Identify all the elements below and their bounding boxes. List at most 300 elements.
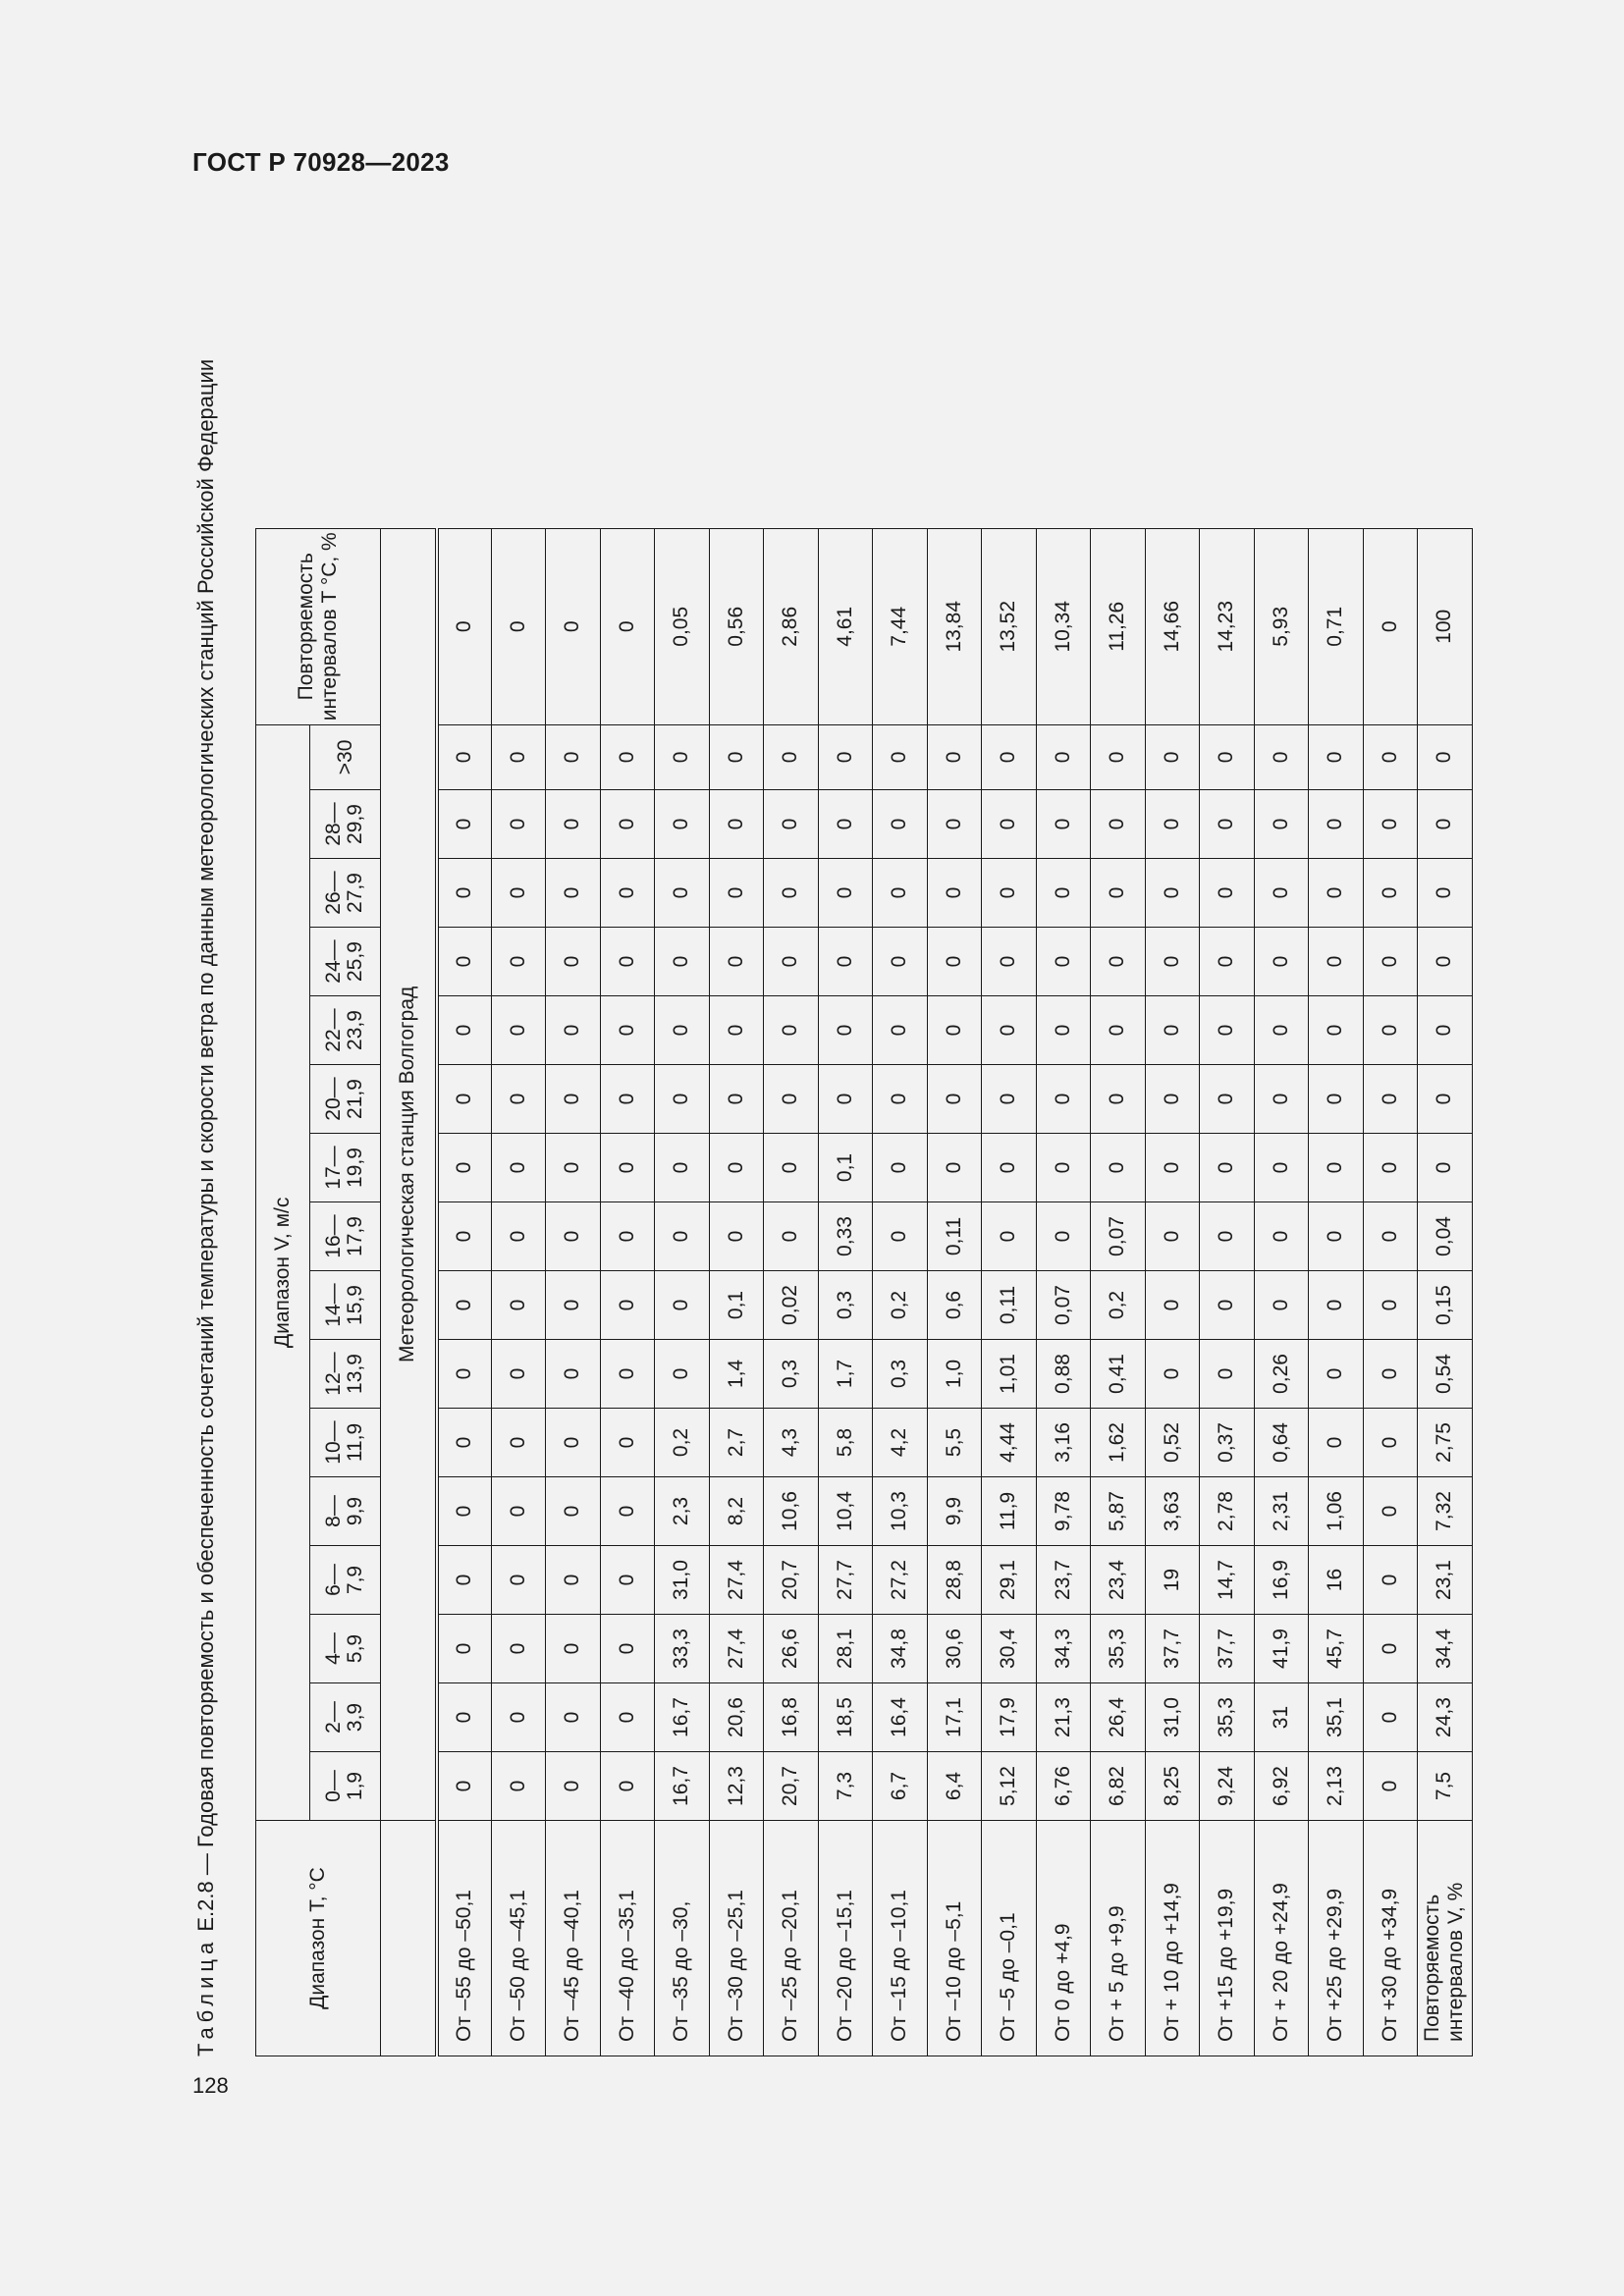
table-cell: 0 [982,859,1037,928]
table-cell: 8,2 [709,1477,764,1546]
table-cell: 0 [1036,790,1091,859]
table-cell: 16,9 [1254,1546,1309,1615]
table-cell: 17,1 [927,1683,982,1752]
table-cell: 0,26 [1254,1340,1309,1409]
table-cell: 0 [600,859,655,928]
table-cell: 0 [818,859,873,928]
table-cell: 0 [1036,928,1091,996]
table-cell: 0 [1091,859,1146,928]
row-total-cell: 0,71 [1309,528,1364,724]
table-cell: 0 [1145,1134,1200,1202]
table-cell: 5,12 [982,1752,1037,1821]
table-cell: 0 [709,724,764,789]
table-cell: 2,7 [709,1409,764,1477]
table-cell: 0 [1363,1202,1418,1271]
table-cell: 0 [1418,1134,1473,1202]
v-range-group-header: Диапазон V, м/с [256,724,310,1820]
table-cell: 26,4 [1091,1683,1146,1752]
table-cell: 0 [709,1202,764,1271]
table-cell: 0 [437,1134,492,1202]
table-cell: 0 [600,1065,655,1134]
table-cell: 37,7 [1145,1615,1200,1683]
table-row [546,528,601,2056]
v-range-label: 14— 15,9 [322,1283,366,1327]
row-total-cell: 14,66 [1145,528,1200,724]
table-cell: 0 [491,1477,546,1546]
table-cell: 0 [818,1065,873,1134]
table-cell: 0 [546,996,601,1065]
table-cell: 0 [1254,724,1309,789]
table-cell: 27,7 [818,1546,873,1615]
table-cell: 0 [1254,996,1309,1065]
station-header: Метеорологическая станция Волгоград [381,528,437,1820]
table-cell: 0 [655,1202,710,1271]
table-cell: 0 [1145,1271,1200,1340]
table-row [1309,528,1364,2056]
table-cell: 26,6 [764,1615,819,1683]
table-row [1200,528,1255,2056]
table-cell: 9,9 [927,1477,982,1546]
table-cell: 0 [437,1752,492,1821]
row-total-cell: 13,84 [927,528,982,724]
v-range-header [310,1409,381,1477]
table-row [491,528,546,2056]
table-cell: 2,31 [1254,1477,1309,1546]
table-cell: 9,24 [1200,1752,1255,1821]
table-cell: 0 [709,928,764,996]
row-label: От +15 до +19,9 [1200,1821,1255,2056]
table-cell: 2,75 [1418,1409,1473,1477]
table-cell: 7,3 [818,1752,873,1821]
table-cell: 0,3 [764,1340,819,1409]
table-cell: 0,52 [1145,1409,1200,1477]
table-cell: 12,3 [709,1752,764,1821]
table-cell: 0 [600,1683,655,1752]
table-cell: 0 [600,1546,655,1615]
table-cell: 0 [546,1752,601,1821]
table-cell: 0 [1254,1271,1309,1340]
row-label: От –55 до –50,1 [437,1821,492,2056]
table-cell: 0 [1309,859,1364,928]
table-cell: 1,01 [982,1340,1037,1409]
table-cell: 0 [1254,790,1309,859]
page-number: 128 [192,2073,229,2098]
v-range-header [310,1065,381,1134]
row-label: От –45 до –40,1 [546,1821,601,2056]
table-cell: 28,8 [927,1546,982,1615]
table-cell: 6,7 [873,1752,928,1821]
table-cell: 1,0 [927,1340,982,1409]
table-cell: 0 [1363,1477,1418,1546]
table-row [1036,528,1091,2056]
corner-header: Диапазон T, °C [256,1821,381,2056]
table-cell: 0 [1309,1202,1364,1271]
row-label: От –5 до –0,1 [982,1821,1037,2056]
table-cell: 0 [1200,928,1255,996]
table-cell: 0,2 [655,1409,710,1477]
table-row [873,528,928,2056]
table-cell: 0 [1363,1065,1418,1134]
table-cell: 0 [818,724,873,789]
row-label: От –20 до –15,1 [818,1821,873,2056]
table-cell: 0 [491,859,546,928]
row-label: От + 10 до +14,9 [1145,1821,1200,2056]
station-row [381,528,437,2056]
table-cell: 0 [655,928,710,996]
table-cell: 0 [546,859,601,928]
row-total-cell: 7,44 [873,528,928,724]
table-cell: 0 [818,790,873,859]
table-cell: 0 [437,1683,492,1752]
table-cell: 0 [1363,928,1418,996]
row-label: От –35 до –30, [655,1821,710,2056]
table-cell: 0 [1363,1409,1418,1477]
table-cell: 0 [927,1065,982,1134]
table-cell: 16,4 [873,1683,928,1752]
table-cell: 0 [982,1134,1037,1202]
table-cell: 0 [1418,996,1473,1065]
table-cell: 0,6 [927,1271,982,1340]
table-cell: 0 [655,724,710,789]
table-cell: 0 [764,1134,819,1202]
table-cell: 29,1 [982,1546,1037,1615]
table-cell: 0 [600,1477,655,1546]
table-cell: 0 [600,1615,655,1683]
table-cell: 0,41 [1091,1340,1146,1409]
row-total-cell: 0,56 [709,528,764,724]
table-cell: 0 [1363,1546,1418,1615]
table-cell: 0 [546,1065,601,1134]
table-cell: 0 [1091,1134,1146,1202]
v-range-label: 10— 11,9 [322,1420,366,1465]
table-cell: 0 [927,724,982,789]
table-cell: 0 [1091,996,1146,1065]
table-cell: 0 [600,1202,655,1271]
table-cell: 0 [1145,928,1200,996]
table-row [1254,528,1309,2056]
table-cell: 0 [437,996,492,1065]
row-label: От +25 до +29,9 [1309,1821,1364,2056]
table-cell: 0 [1418,724,1473,789]
table-cell: 0,15 [1418,1271,1473,1340]
table-cell: 0 [1091,790,1146,859]
table-cell: 0 [437,790,492,859]
table-cell: 0 [873,928,928,996]
table-cell: 0 [546,928,601,996]
row-total-cell: 5,93 [1254,528,1309,724]
table-cell: 0 [1309,1409,1364,1477]
table-cell: 0 [873,790,928,859]
table-cell: 0 [491,1202,546,1271]
table-cell: 1,4 [709,1340,764,1409]
table-cell: 0 [1418,928,1473,996]
table-cell: 27,4 [709,1615,764,1683]
v-range-header [310,996,381,1065]
table-cell: 0 [1145,1340,1200,1409]
table-cell: 0 [437,1546,492,1615]
table-cell: 0,02 [764,1271,819,1340]
table-cell: 0 [491,928,546,996]
table-cell: 0 [1309,1134,1364,1202]
table-cell: 23,1 [1418,1546,1473,1615]
table-cell: 0 [927,996,982,1065]
table-cell: 19 [1145,1546,1200,1615]
table-cell: 0 [491,724,546,789]
table-cell: 0 [764,1202,819,1271]
table-cell: 0 [927,790,982,859]
table-cell: 0 [1363,1752,1418,1821]
table-cell: 0 [1363,1271,1418,1340]
table-cell: 0 [546,1477,601,1546]
total-column-header: Повторяемость интервалов T °C, % [256,528,381,724]
v-range-header [310,1683,381,1752]
row-total-cell: 0 [600,528,655,724]
table-cell: 0 [1200,1134,1255,1202]
table-row [655,528,710,2056]
table-cell: 0 [437,1477,492,1546]
v-range-header [310,1477,381,1546]
table-cell: 1,62 [1091,1409,1146,1477]
table-cell: 0 [873,1134,928,1202]
v-range-header [310,724,381,789]
table-cell: 31,0 [1145,1683,1200,1752]
table-cell: 0 [982,996,1037,1065]
table-row [709,528,764,2056]
table-cell: 0 [491,1340,546,1409]
table-cell: 0 [491,1409,546,1477]
table-cell: 0 [873,996,928,1065]
table-cell: 0,64 [1254,1409,1309,1477]
table-cell: 6,76 [1036,1752,1091,1821]
table-cell: 0 [1036,859,1091,928]
table-cell: 6,92 [1254,1752,1309,1821]
table-cell: 0 [1418,859,1473,928]
table-cell: 0 [1254,1134,1309,1202]
v-range-label: 17— 19,9 [322,1146,366,1190]
table-cell: 0 [437,928,492,996]
table-cell: 0 [437,1615,492,1683]
row-total-cell: 0 [437,528,492,724]
row-total-cell: 13,52 [982,528,1037,724]
table-cell: 23,7 [1036,1546,1091,1615]
table-cell: 0,2 [1091,1271,1146,1340]
table-cell: 0 [1200,1065,1255,1134]
table-cell: 0 [1145,1065,1200,1134]
table-cell: 0 [1091,1065,1146,1134]
table-cell: 27,2 [873,1546,928,1615]
table-cell: 0 [600,1752,655,1821]
table-row [1418,528,1473,2056]
row-total-cell: 100 [1418,528,1473,724]
table-cell: 0 [1145,790,1200,859]
table-cell: 0 [491,1615,546,1683]
row-total-cell: 14,23 [1200,528,1255,724]
table-cell: 11,9 [982,1477,1037,1546]
table-cell: 0 [1309,1271,1364,1340]
row-total-cell: 10,34 [1036,528,1091,724]
table-cell: 0,2 [873,1271,928,1340]
table-cell: 4,3 [764,1409,819,1477]
caption-prefix: Таблица [193,1937,218,2056]
table-cell: 0 [1363,996,1418,1065]
table-cell: 35,3 [1091,1615,1146,1683]
table-cell: 0 [1036,1134,1091,1202]
table-cell: 0 [1036,996,1091,1065]
v-range-label: >30 [333,739,356,775]
v-range-header [310,1546,381,1615]
table-cell: 17,9 [982,1683,1037,1752]
table-cell: 0 [1363,1134,1418,1202]
data-table [255,528,1473,2056]
table-cell: 0 [1200,1271,1255,1340]
table-cell: 0,54 [1418,1340,1473,1409]
table-cell: 0 [982,724,1037,789]
table-cell: 35,1 [1309,1683,1364,1752]
table-cell: 0 [1036,724,1091,789]
table-cell: 0 [1145,724,1200,789]
table-cell: 0 [709,790,764,859]
table-cell: 10,4 [818,1477,873,1546]
table-cell: 0 [1254,1065,1309,1134]
table-cell: 30,4 [982,1615,1037,1683]
v-range-header [310,1271,381,1340]
table-cell: 0 [1200,996,1255,1065]
table-row [927,528,982,2056]
row-label: От 0 до +4,9 [1036,1821,1091,2056]
table-cell: 16 [1309,1546,1364,1615]
table-cell: 0 [600,790,655,859]
table-cell: 14,7 [1200,1546,1255,1615]
table-cell: 2,3 [655,1477,710,1546]
table-cell: 0 [1418,790,1473,859]
table-cell: 0 [600,1409,655,1477]
table-cell: 1,06 [1309,1477,1364,1546]
table-cell: 0 [600,928,655,996]
table-cell: 0,11 [927,1202,982,1271]
table-cell: 9,78 [1036,1477,1091,1546]
table-cell: 3,16 [1036,1409,1091,1477]
table-cell: 0 [1254,928,1309,996]
row-total-cell: 0 [1363,528,1418,724]
table-cell: 0 [600,1340,655,1409]
table-cell: 0 [437,1409,492,1477]
table-cell: 0 [1309,790,1364,859]
table-cell: 0 [1200,859,1255,928]
table-cell: 41,9 [1254,1615,1309,1683]
v-range-label: 6— 7,9 [322,1564,366,1596]
row-label: От +30 до +34,9 [1363,1821,1418,2056]
table-cell: 0 [600,1134,655,1202]
v-range-header [310,790,381,859]
table-cell: 5,8 [818,1409,873,1477]
table-cell: 0 [1254,1202,1309,1271]
table-cell: 20,7 [764,1546,819,1615]
header-row [256,528,310,2056]
table-cell: 0,3 [873,1340,928,1409]
table-cell: 2,13 [1309,1752,1364,1821]
table-cell: 0 [709,1065,764,1134]
table-cell: 0 [1145,859,1200,928]
table-row [818,528,873,2056]
table-cell: 3,63 [1145,1477,1200,1546]
row-total-cell: 11,26 [1091,528,1146,724]
row-label: От –50 до –45,1 [491,1821,546,2056]
row-label: От + 20 до +24,9 [1254,1821,1309,2056]
table-cell: 7,32 [1418,1477,1473,1546]
row-label: От –40 до –35,1 [600,1821,655,2056]
table-cell: 30,6 [927,1615,982,1683]
table-cell: 0 [546,1202,601,1271]
row-label: Повторяемость интервалов V, % [1418,1821,1473,2056]
v-range-label: 24— 25,9 [322,939,366,984]
table-cell: 0 [491,1134,546,1202]
table-cell: 0 [1036,1202,1091,1271]
table-cell: 0,07 [1036,1271,1091,1340]
v-range-label: 4— 5,9 [322,1632,366,1665]
table-cell: 0 [1363,1615,1418,1683]
table-cell: 0 [1200,1340,1255,1409]
table-cell: 0 [1309,1065,1364,1134]
table-row [764,528,819,2056]
table-cell: 0 [600,996,655,1065]
table-cell: 0 [600,1271,655,1340]
table-cell: 0 [709,859,764,928]
table-cell: 0 [1309,724,1364,789]
row-label: От –15 до –10,1 [873,1821,928,2056]
table-cell: 31 [1254,1683,1309,1752]
row-label: От + 5 до +9,9 [1091,1821,1146,2056]
table-cell: 0 [1363,859,1418,928]
table-cell: 0 [546,1615,601,1683]
table-cell: 0 [927,859,982,928]
table-cell: 0 [546,1409,601,1477]
table-cell: 0 [655,1340,710,1409]
document-header: ГОСТ Р 70928—2023 [192,147,450,177]
row-total-cell: 0 [491,528,546,724]
table-cell: 0 [1091,724,1146,789]
table-cell: 0 [873,1065,928,1134]
table-cell: 0 [982,1065,1037,1134]
table-cell: 0 [764,724,819,789]
table-cell: 4,44 [982,1409,1037,1477]
rotated-table-block [192,236,1508,2056]
table-cell: 0 [437,1202,492,1271]
v-range-label: 20— 21,9 [322,1077,366,1121]
table-cell: 0 [655,1271,710,1340]
table-cell: 0 [437,859,492,928]
table-cell: 0 [1309,928,1364,996]
table-cell: 0 [546,1340,601,1409]
table-cell: 0,33 [818,1202,873,1271]
table-cell: 31,0 [655,1546,710,1615]
table-cell: 16,7 [655,1683,710,1752]
table-cell: 0 [927,1134,982,1202]
table-cell: 0 [491,996,546,1065]
table-cell: 0 [1309,1340,1364,1409]
caption-text: Е.2.8 — Годовая повторяемость и обеспеченность сочетаний температуры и скорости ветра по данным метеорологических станций Российской Федерации [193,358,218,1938]
table-cell: 0 [437,1065,492,1134]
v-range-header [310,1340,381,1409]
table-cell: 0 [764,859,819,928]
table-cell: 0 [491,1065,546,1134]
table-cell: 10,6 [764,1477,819,1546]
table-cell: 27,4 [709,1546,764,1615]
table-cell: 0 [437,1340,492,1409]
v-range-header [310,928,381,996]
table-cell: 0 [546,1271,601,1340]
table-cell: 0 [1254,859,1309,928]
v-range-label: 8— 9,9 [322,1495,366,1527]
